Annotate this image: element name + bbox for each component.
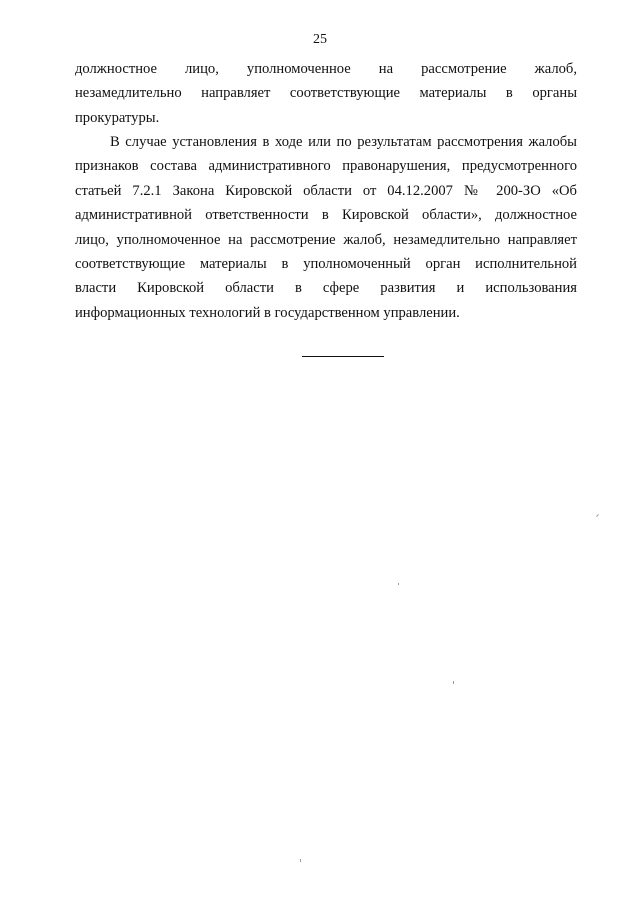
paragraph-line: лицо, уполномоченное на рассмотрение жалоб, незамедлительно направляет: [75, 231, 577, 248]
paragraph-line: информационных технологий в государственном управлении.: [75, 304, 460, 321]
paragraph-continuation: [75, 57, 577, 130]
scan-speck: [300, 859, 301, 862]
paragraph-line: административной ответственности в Кировской области», должностное: [75, 207, 577, 224]
paragraph-line: должностное лицо, уполномоченное на рассмотрение жалоб,: [75, 61, 577, 77]
end-divider-line: [302, 356, 384, 357]
scan-speck: [453, 681, 454, 684]
paragraph-violation-referral: [75, 130, 577, 325]
scan-speck: [398, 583, 399, 585]
paragraph-line: признаков состава административного правонарушения, предусмотренного: [75, 158, 577, 175]
paragraph-line: статьей 7.2.1 Закона Кировской области от 04.12.2007 № 200-ЗО «Об: [75, 182, 577, 199]
paragraph-line: соответствующие материалы в уполномоченный орган исполнительной: [75, 255, 577, 272]
paragraph-line: власти Кировской области в сфере развития и использования: [75, 280, 577, 297]
paragraph-line: незамедлительно направляет соответствующие материалы в органы: [75, 85, 577, 102]
paragraph-line: прокуратуры.: [75, 109, 160, 126]
scan-speck: [596, 514, 599, 517]
paragraph-line: В случае установления в ходе или по результатам рассмотрения жалобы: [110, 134, 577, 150]
page-number: 25: [313, 32, 327, 47]
